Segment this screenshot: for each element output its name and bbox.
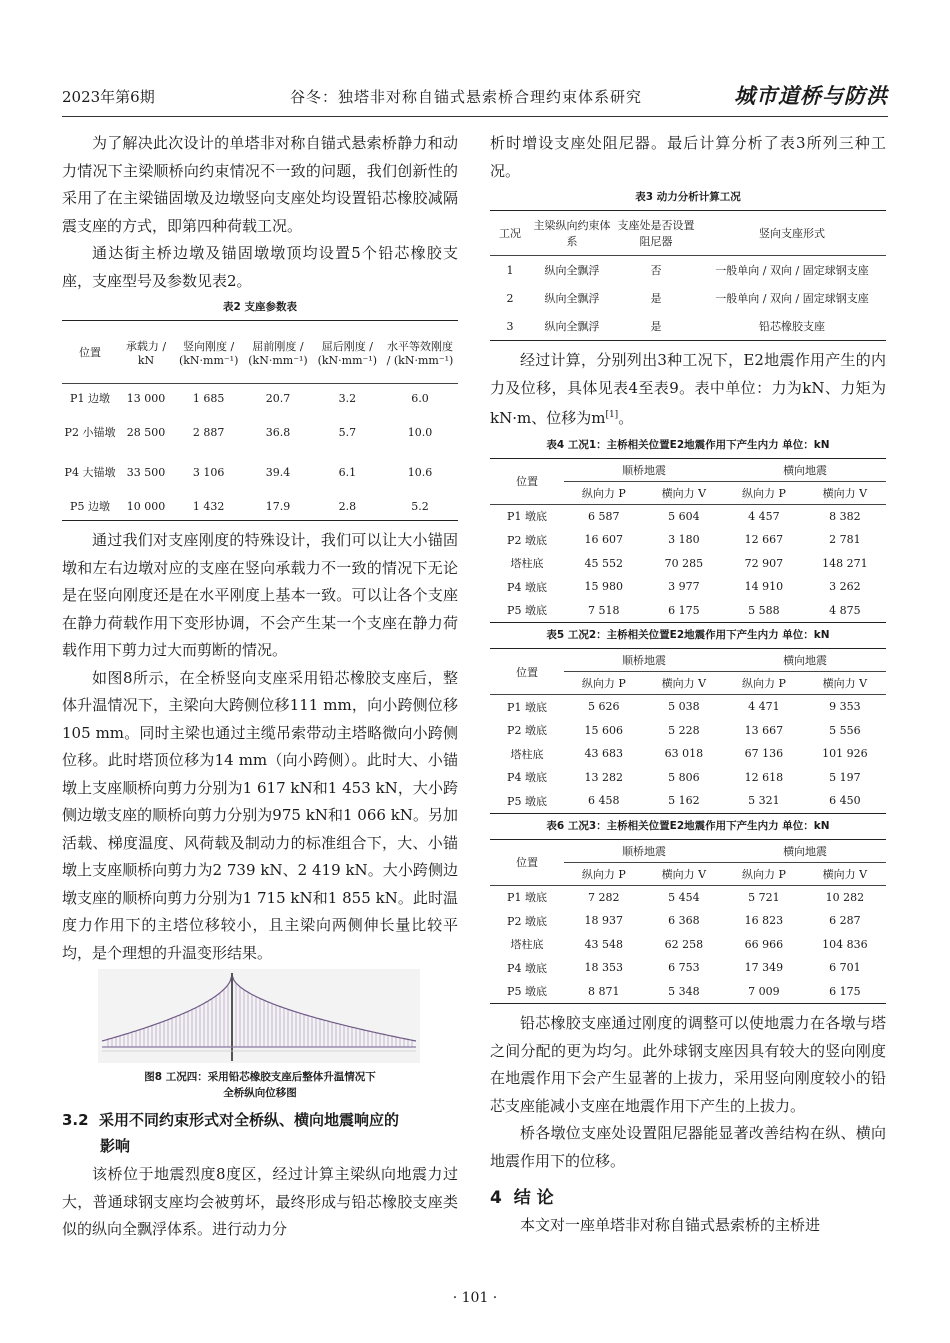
table-cell: 5 721 <box>748 890 780 904</box>
figure-caption-line: 图8 工况四：采用铅芯橡胶支座后整体升温情况下 <box>144 1071 376 1083</box>
col-header: 位置 <box>490 649 564 695</box>
table-cell: 9 353 <box>829 700 861 714</box>
table-cell: P1 墩底 <box>507 510 547 524</box>
table-cell: 4 471 <box>748 700 780 714</box>
table-caption: 表2 支座参数表 <box>223 301 297 313</box>
table-cell: 5 228 <box>668 723 700 737</box>
table-cell: 是 <box>650 320 662 333</box>
table-cell: 66 966 <box>744 937 784 951</box>
table-row <box>490 933 886 957</box>
table-cell: P4 大锚墩 <box>64 466 116 479</box>
table-cell: 一般单向 / 双向 / 固定球钢支座 <box>715 264 869 277</box>
table-row <box>62 412 458 452</box>
table-cell: 1 685 <box>192 391 225 405</box>
table-cell: 8 871 <box>588 984 620 998</box>
col-group-header: 顺桥地震 <box>564 458 724 481</box>
table-cell: 28 500 <box>126 425 166 439</box>
table-cell: 1 <box>506 263 514 277</box>
force-table-case1 <box>490 458 886 624</box>
table-cell: P2 墩底 <box>507 533 547 547</box>
table-cell: 5 454 <box>668 890 700 904</box>
table-cell: 是 <box>650 292 662 305</box>
bearing-parameter-table <box>62 320 458 521</box>
table-cell: 2 781 <box>829 533 861 547</box>
table-cell: 6 175 <box>668 603 700 617</box>
table-cell: 5 556 <box>829 723 861 737</box>
section-title: 影响 <box>100 1137 131 1155</box>
table-row <box>490 312 886 341</box>
table-cell: 6 175 <box>829 984 861 998</box>
col-header: 竖向支座形式 <box>759 227 825 240</box>
col-header: 屈前刚度 / (kN·mm⁻¹) <box>248 339 308 367</box>
section-title: 结 论 <box>513 1188 554 1208</box>
section-number: 3.2 <box>62 1111 89 1129</box>
table-cell: 18 937 <box>584 914 624 928</box>
table-header-row <box>490 839 886 862</box>
table-row <box>490 980 886 1004</box>
table-cell: 10.0 <box>407 425 433 439</box>
section-heading-3-2 <box>62 1107 458 1159</box>
table-cell: 5 197 <box>829 770 861 784</box>
force-table-case3 <box>490 839 886 1005</box>
table-row <box>490 909 886 933</box>
table-cell: 5 626 <box>588 700 620 714</box>
table-caption: 表5 工况2：主桥相关位置E2地震作用下产生内力 单位：kN <box>546 629 830 641</box>
page-number: · 101 · <box>452 1290 498 1306</box>
displacement-diagram <box>62 967 458 1067</box>
table-cell: 15 980 <box>584 580 624 594</box>
table2-body <box>62 384 458 521</box>
col-header: 主梁纵向约束体系 <box>533 219 611 248</box>
paragraph-text: 经过计算，分别列出3种工况下，E2地震作用产生的内力及位移，具体见表4至表9。表中单位：力为kN、力矩为kN·m、位移为m <box>490 351 886 427</box>
table-cell: 1 432 <box>192 499 225 513</box>
table-cell: 6 287 <box>829 914 861 928</box>
paragraph: 通过我们对支座刚度的特殊设计，我们可以让大小锚固墩和左右边墩对应的支座在竖向承载力不一致的情况下无论是在竖向刚度还是在水平刚度上基本一致。可以让各个支座在静力荷载作用下变形协调，不会产生某一个支座在静力荷载作用下剪力过大而剪断的情况。 <box>62 531 458 659</box>
table-cell: 36.8 <box>265 425 291 439</box>
table-cell: 70 285 <box>664 556 704 570</box>
col-header: 纵向力 P <box>581 486 626 500</box>
paragraph: 该桥位于地震烈度8度区，经过计算主梁纵向地震力过大，普通球钢支座均会被剪坏，最终形成与铅芯橡胶支座类似的纵向全飘浮体系。进行动力分 <box>62 1165 458 1238</box>
table-cell: 纵向全飘浮 <box>544 320 600 333</box>
running-header <box>62 80 888 116</box>
table-cell: 3 977 <box>668 580 700 594</box>
table-cell: 6.0 <box>411 391 429 405</box>
col-group-header: 横向地震 <box>724 649 886 672</box>
section-title: 采用不同约束形式对全桥纵、横向地震响应的 <box>99 1111 400 1129</box>
table-cell: 3 262 <box>829 580 861 594</box>
col-header: 横向力 V <box>661 677 707 690</box>
table-cell: P1 墩底 <box>507 891 547 905</box>
table-row <box>490 284 886 312</box>
citation: [1] <box>605 410 619 420</box>
table-cell: P4 墩底 <box>507 961 547 975</box>
paragraph: 为了解决此次设计的单塔非对称自锚式悬索桥静力和动力情况下主梁顺桥向约束情况不一致的问题，我们创新性的采用了在主梁锚固墩及边墩竖向支座处均设置铅芯橡胶减隔震支座的方式，即第四种荷载工况。 <box>62 134 458 235</box>
table-cell: 18 353 <box>584 961 624 975</box>
table-cell: 5 321 <box>748 794 780 808</box>
table-cell: 148 271 <box>822 556 868 570</box>
table-row <box>490 256 886 285</box>
table-cell: 16 607 <box>584 533 624 547</box>
col-header: 屈后刚度 / (kN·mm⁻¹) <box>317 339 378 367</box>
col-header: 纵向力 P <box>741 677 786 690</box>
table-cell: P1 墩底 <box>507 700 547 714</box>
table-cell: 5 038 <box>668 700 700 714</box>
table-cell: 13 000 <box>126 391 166 405</box>
table-cell: 62 258 <box>664 937 704 951</box>
table-cell: 6 458 <box>588 794 620 808</box>
table-cell: 4 875 <box>829 603 861 617</box>
table-cell: 5 348 <box>668 984 700 998</box>
table-cell: 45 552 <box>584 556 624 570</box>
table-cell: 5.2 <box>411 499 429 513</box>
col-header: 横向力 V <box>822 867 868 881</box>
table-cell: 5 604 <box>668 509 700 523</box>
table-row <box>62 492 458 521</box>
table-header-row <box>490 649 886 672</box>
table-cell: P4 墩底 <box>507 771 547 785</box>
col-header: 纵向力 P <box>581 677 626 690</box>
table-row <box>490 766 886 790</box>
col-group-header: 顺桥地震 <box>564 649 724 672</box>
table-cell: 63 018 <box>664 747 704 761</box>
table-cell: 13 282 <box>584 770 624 784</box>
table-cell: 7 518 <box>588 603 620 617</box>
table-cell: P2 墩底 <box>507 914 547 928</box>
running-title: 谷冬：独塔非对称自锚式悬索桥合理约束体系研究 <box>290 88 643 106</box>
table-cell: 5.7 <box>338 425 357 439</box>
col-header: 工况 <box>499 227 521 240</box>
paragraph: 析时增设支座处阻尼器。最后计算分析了表3所列三种工况。 <box>490 134 886 180</box>
table-cell: P2 墩底 <box>507 724 547 738</box>
col-header: 横向力 V <box>822 677 868 690</box>
table-cell: 12 667 <box>744 533 784 547</box>
table-row <box>490 719 886 743</box>
col-header: 位置 <box>490 839 564 885</box>
table-cell: P5 墩底 <box>507 985 547 999</box>
table-row <box>490 528 886 552</box>
table-cell: 6 450 <box>829 794 861 808</box>
col-header: 纵向力 P <box>741 486 786 500</box>
journal-logo: 城市道桥与防洪 <box>734 83 888 108</box>
table-cell: 2 <box>506 291 514 305</box>
table-row <box>490 742 886 766</box>
table-header-row <box>490 211 886 256</box>
table-cell: 13 667 <box>744 723 784 737</box>
table-row <box>490 789 886 813</box>
table-cell: 塔柱底 <box>510 557 544 571</box>
table-cell: 10.6 <box>407 465 433 479</box>
table-cell: 5 806 <box>668 770 700 784</box>
col-group-header: 横向地震 <box>724 839 886 862</box>
table-row <box>490 956 886 980</box>
table-cell: P2 小锚墩 <box>64 426 116 439</box>
paragraph: 本文对一座单塔非对称自锚式悬索桥的主桥进 <box>520 1216 821 1234</box>
table-cell: 101 926 <box>822 747 868 761</box>
table-cell: 20.7 <box>265 391 291 405</box>
table-cell: 17 349 <box>744 961 784 975</box>
table-cell: 3 <box>506 319 514 333</box>
table-cell: 43 683 <box>584 747 624 761</box>
table-cell: 39.4 <box>265 465 291 479</box>
col-header: 纵向力 P <box>581 867 626 881</box>
table-row <box>490 575 886 599</box>
table-cell: 67 136 <box>744 747 784 761</box>
paragraph: 通达街主桥边墩及锚固墩墩顶均设置5个铅芯橡胶支座，支座型号及参数见表2。 <box>62 244 458 290</box>
table-cell: 否 <box>650 264 662 277</box>
col-header: 横向力 V <box>822 486 868 500</box>
header-rule <box>62 116 888 117</box>
paragraph: 桥各墩位支座处设置阻尼器能显著改善结构在纵、横向地震作用下的位移。 <box>490 1124 886 1170</box>
figure-caption <box>62 1069 458 1101</box>
table-cell: 铅芯橡胶支座 <box>759 320 825 333</box>
table-cell: P5 墩底 <box>507 604 547 618</box>
paragraph-text: 。 <box>618 409 634 427</box>
table-cell: 104 836 <box>822 937 868 951</box>
table-cell: 6 368 <box>668 914 700 928</box>
table-header-row <box>62 321 458 384</box>
table-cell: 3 180 <box>668 533 700 547</box>
section-number: 4 <box>490 1188 502 1208</box>
paragraph: 铅芯橡胶支座通过刚度的调整可以使地震力在各墩与塔之间分配的更为均匀。此外球钢支座因具有较大的竖向刚度在地震作用下会产生显著的上拔力，采用竖向刚度较小的铅芯支座能减小支座在地震作用下产生的上拔力。 <box>490 1014 886 1115</box>
table-cell: 6 587 <box>588 509 620 523</box>
table-cell: 43 548 <box>584 937 624 951</box>
col-header: 位置 <box>79 346 101 359</box>
table-row <box>490 695 886 719</box>
col-header: 承载力 / kN <box>125 339 167 367</box>
table-cell: 15 606 <box>584 723 624 737</box>
col-header: 横向力 V <box>661 867 707 881</box>
table-cell: P5 边墩 <box>70 500 110 513</box>
paragraph <box>490 347 886 433</box>
table-row <box>62 384 458 413</box>
col-group-header: 横向地震 <box>724 458 886 481</box>
table-cell: 2.8 <box>338 499 357 513</box>
table-cell: 10 282 <box>825 890 865 904</box>
table-cell: 6 753 <box>668 961 700 975</box>
table3-body <box>490 256 886 341</box>
table-caption: 表6 工况3：主桥相关位置E2地震作用下产生内力 单位：kN <box>546 819 830 832</box>
table-row <box>62 452 458 492</box>
col-header: 支座处是否设置阻尼器 <box>617 219 695 248</box>
table-cell: 14 910 <box>744 580 784 594</box>
table-cell: P1 边墩 <box>70 392 110 405</box>
figure-background <box>98 969 420 1063</box>
table-cell: 33 500 <box>126 465 166 479</box>
table-cell: 3 106 <box>192 465 225 479</box>
table-cell: 7 009 <box>748 984 780 998</box>
load-case-table <box>490 210 886 341</box>
table-row <box>490 552 886 576</box>
table-cell: 72 907 <box>744 556 784 570</box>
table-cell: 12 618 <box>744 770 784 784</box>
table-row <box>490 885 886 909</box>
table-cell: 5 162 <box>668 794 700 808</box>
col-header: 横向力 V <box>661 486 707 500</box>
table-cell: 一般单向 / 双向 / 固定球钢支座 <box>715 292 869 305</box>
table-cell: 4 457 <box>748 509 780 523</box>
table-row <box>490 504 886 528</box>
right-column <box>490 130 886 1240</box>
table-cell: 6.1 <box>338 465 357 479</box>
figure-8 <box>62 967 458 1067</box>
table-cell: 5 588 <box>748 603 780 617</box>
col-header: 水平等效刚度 / (kN·mm⁻¹) <box>386 339 454 367</box>
figure-caption-line: 全桥纵向位移图 <box>223 1087 297 1099</box>
table-cell: 17.9 <box>265 499 291 513</box>
force-table-case2 <box>490 648 886 814</box>
col-header: 竖向刚度 / (kN·mm⁻¹) <box>178 339 239 367</box>
table-header-row <box>490 458 886 481</box>
left-column <box>62 130 458 1244</box>
table-cell: 纵向全飘浮 <box>544 264 600 277</box>
table-cell: 3.2 <box>338 391 357 405</box>
table-cell: 纵向全飘浮 <box>544 292 600 305</box>
col-group-header: 顺桥地震 <box>564 839 724 862</box>
table-caption: 表3 动力分析计算工况 <box>635 191 741 203</box>
table-cell: 2 887 <box>192 425 225 439</box>
table-cell: 7 282 <box>588 890 620 904</box>
table-cell: 16 823 <box>744 914 784 928</box>
table-cell: 8 382 <box>829 509 861 523</box>
section-heading-4 <box>490 1183 886 1208</box>
issue-label: 2023年第6期 <box>62 88 155 106</box>
col-header: 纵向力 P <box>741 867 786 881</box>
table-cell: 6 701 <box>829 961 861 975</box>
table-cell: 10 000 <box>126 499 166 513</box>
table-cell: P4 墩底 <box>507 580 547 594</box>
table-cell: 塔柱底 <box>510 938 544 952</box>
col-header: 位置 <box>490 458 564 504</box>
table-row <box>490 599 886 623</box>
paragraph: 如图8所示，在全桥竖向支座采用铅芯橡胶支座后，整体升温情况下，主梁向大跨侧位移111 mm，向小跨侧位移105 mm。同时主梁也通过主缆吊索带动主塔略微向小跨侧位移。此时塔顶位移为14 mm（向小跨侧）。此时大、小锚墩上支座顺桥向剪力分别为1 617 kN和1 453 kN，大小跨侧边墩支座的顺桥向剪力分别为975 kN和1 066 kN。另加活载、梯度温度、风荷载及制动力的标准组合下，大、小锚墩上支座顺桥向剪力为2 739 kN、2 419 kN。大小跨侧边墩支座的顺桥向剪力分别为1 715 kN和1 855 kN。此时温度力作用下的主塔位移较小，且主梁向两侧伸长量比较平均，是个理想的升温变形结果。 <box>62 668 458 962</box>
table-cell: P5 墩底 <box>507 794 547 808</box>
table-caption: 表4 工况1：主桥相关位置E2地震作用下产生内力 单位：kN <box>546 438 830 451</box>
table-cell: 塔柱底 <box>510 747 544 761</box>
